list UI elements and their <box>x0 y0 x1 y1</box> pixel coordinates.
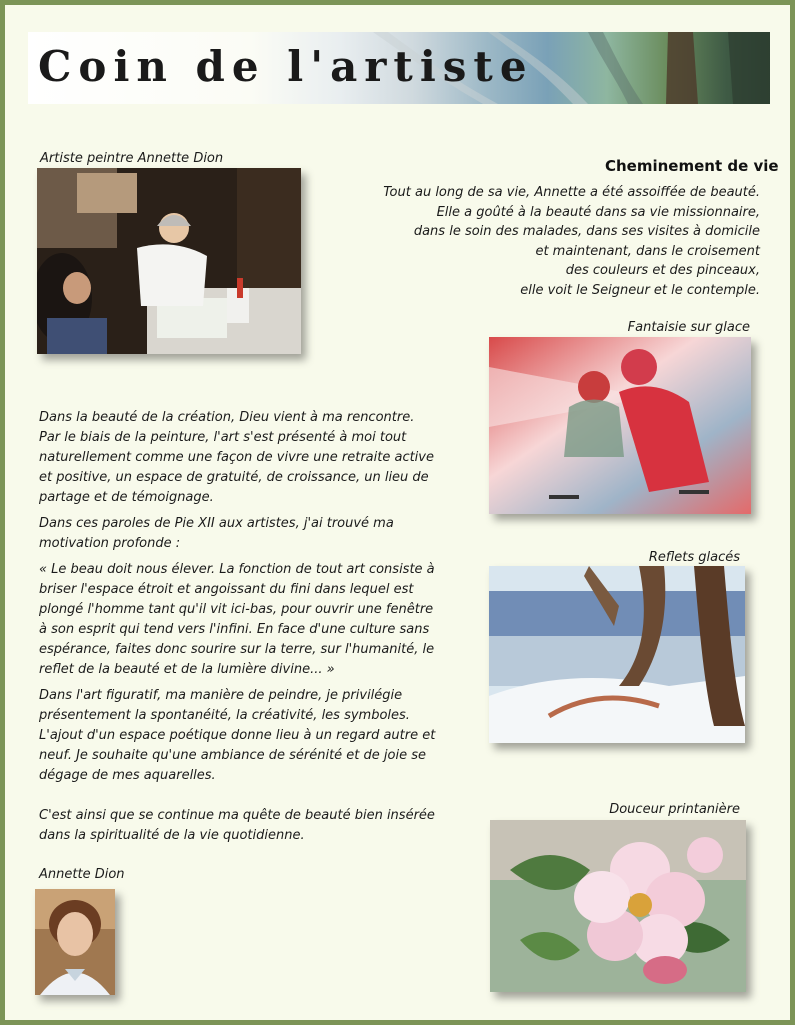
poem-line: et maintenant, dans le croisement <box>535 243 760 259</box>
statement-paragraph: Dans l'art figuratif, ma manière de peindre, je privilégie présentement la spontanéité, la créativité, les symboles. L'ajout d'un espace poétique donne lieu à un regard autre et neuf. Je souhaite qu'une ambiance de sérénité et de joie se dégage de mes aquarelles. <box>39 688 436 783</box>
painting-douceur-printaniere <box>490 820 746 992</box>
section-heading: Cheminement de vie <box>605 157 779 175</box>
artist-painting-photo <box>37 168 301 354</box>
poem-line: Tout au long de sa vie, Annette a été assoiffée de beauté. <box>383 185 760 200</box>
artist-portrait <box>35 889 115 995</box>
painting-caption: Fantaisie sur glace <box>627 320 750 335</box>
statement-paragraph: C'est ainsi que se continue ma quête de beauté bien insérée dans la spiritualité de la vie quotidienne. <box>39 808 435 843</box>
artist-statement <box>39 408 439 852</box>
painting-reflets-glaces <box>489 566 745 743</box>
poem <box>383 183 760 301</box>
statement-paragraph: Dans ces paroles de Pie XII aux artistes, j'ai trouvé ma motivation profonde : <box>39 516 394 551</box>
poem-line: des couleurs et des pinceaux, <box>565 263 760 279</box>
page-title: Coin de l'artiste <box>38 42 534 91</box>
painting-fantaisie-sur-glace <box>489 337 751 514</box>
poem-line: Elle a goûté à la beauté dans sa vie missionnaire, <box>436 204 760 220</box>
painting-caption: Douceur printanière <box>609 802 740 817</box>
statement-quote: « Le beau doit nous élever. La fonction de tout art consiste à briser l'espace étroit et angoissant du fini dans lequel est plongé l'homme tant qu'il vit ici-bas, pour ouvrir une fenêtre à son esprit qui tend vers l'infini. En face d'une culture sans espérance, faites donc sourire sur la terre, sur l'humanité, le reflet de la beauté et de la lumière divine... » <box>39 562 435 677</box>
artist-photo-caption: Artiste peintre Annette Dion <box>40 151 224 166</box>
painting-caption: Reflets glacés <box>648 550 740 565</box>
statement-paragraph: Dans la beauté de la création, Dieu vient à ma rencontre. Par le biais de la peinture, l'art s'est présenté à moi tout naturellement comme une façon de vivre une retraite active et positive, un espace de gratuité, de croissance, un lieu de partage et de témoignage. <box>39 410 434 505</box>
poem-line: elle voit le Seigneur et le contemple. <box>520 282 760 298</box>
header-banner <box>28 32 770 104</box>
signature: Annette Dion <box>39 867 125 882</box>
poem-line: dans le soin des malades, dans ses visites à domicile <box>413 224 760 240</box>
